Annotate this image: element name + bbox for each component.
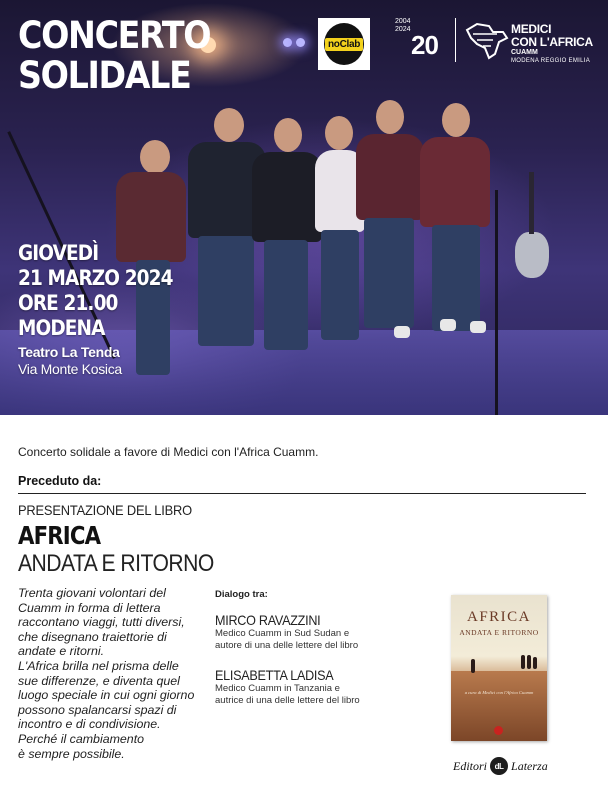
cover-figure bbox=[527, 655, 531, 669]
cover-title: AFRICA bbox=[466, 609, 531, 625]
book-subtitle: ANDATA E RITORNO bbox=[18, 550, 214, 577]
mca-name-line: MEDICI bbox=[511, 22, 552, 36]
book-title: AFRICA bbox=[18, 521, 101, 550]
mca-cuamm: CUAMM bbox=[511, 49, 538, 56]
description-line: L'Africa brilla nel prisma delle bbox=[18, 658, 179, 673]
cover-credit: a cura di Medici con l'Africa Cuamm bbox=[464, 690, 534, 695]
publisher-word: Editori bbox=[453, 758, 488, 773]
book-description bbox=[18, 586, 208, 761]
noclab-logo bbox=[318, 18, 370, 70]
cover-figure bbox=[533, 657, 537, 669]
cover-subtitle: ANDATA E RITORNO bbox=[459, 628, 539, 637]
mca-name-line: CON L'AFRICA bbox=[511, 35, 593, 49]
book-cover bbox=[451, 595, 547, 741]
section-divider bbox=[18, 493, 586, 494]
stage-light bbox=[296, 38, 305, 47]
speaker-role: Medico Cuamm in Sud Sudan e bbox=[215, 628, 350, 639]
event-time: ORE 21.00 bbox=[18, 291, 118, 315]
cover-figure bbox=[521, 655, 525, 669]
event-day: GIOVEDÌ bbox=[18, 241, 99, 265]
speaker bbox=[215, 612, 358, 651]
guitar-icon bbox=[515, 232, 549, 278]
description-line: andate e ritorni. bbox=[18, 644, 105, 659]
medici-con-africa-logo bbox=[393, 16, 593, 68]
mca-name bbox=[511, 23, 593, 49]
event-address: Via Monte Kosica bbox=[18, 361, 122, 377]
noclab-logo-text: noClab bbox=[325, 38, 363, 51]
description-line: possono spalancarsi spazi di bbox=[18, 702, 177, 717]
intro-text: Concerto solidale a favore di Medici con l'Africa Cuamm. bbox=[18, 445, 319, 459]
description-line: sue differenze, e diventa quel bbox=[18, 673, 180, 688]
guitar-neck bbox=[529, 172, 534, 234]
logo-divider bbox=[455, 18, 456, 62]
publisher bbox=[453, 757, 548, 775]
laterza-logo-icon: dL bbox=[490, 757, 508, 775]
description-line: che disegnano traiettorie di bbox=[18, 629, 167, 644]
mca-year-start: 2004 bbox=[395, 18, 411, 25]
description-line: è sempre possibile. bbox=[18, 746, 125, 761]
hero-title bbox=[18, 16, 210, 96]
event-info bbox=[18, 241, 194, 378]
africa-mark-icon bbox=[463, 20, 511, 60]
speaker bbox=[215, 667, 360, 706]
stage-light bbox=[283, 38, 292, 47]
event-date: 21 MARZO 2024 bbox=[18, 266, 173, 290]
hero-title-line: SOLIDALE bbox=[18, 54, 191, 97]
mca-city: MODENA REGGIO EMILIA bbox=[511, 58, 591, 64]
mca-years bbox=[395, 18, 411, 34]
description-line: Cuamm in forma di lettera bbox=[18, 600, 161, 615]
cover-figure bbox=[471, 659, 475, 673]
description-line: Perché il cambiamento bbox=[18, 731, 145, 746]
event-venue: Teatro La Tenda bbox=[18, 344, 120, 360]
speaker-role: autrice di una delle lettere del libro bbox=[215, 694, 360, 706]
description-line: luogo speciale in cui ogni giorno bbox=[18, 688, 195, 703]
mic-stand bbox=[495, 190, 498, 415]
speaker-name: ELISABETTA LADISA bbox=[215, 667, 334, 683]
description-line: incontro e di condivisione. bbox=[18, 717, 161, 732]
publisher-badge-icon bbox=[494, 726, 503, 735]
hero-title-line: CONCERTO bbox=[18, 14, 211, 57]
speaker-role: Medico Cuamm in Tanzania e bbox=[215, 683, 340, 694]
publisher-word: Laterza bbox=[511, 758, 548, 773]
mca-year-end: 2024 bbox=[395, 26, 411, 33]
event-city: MODENA bbox=[18, 316, 105, 340]
description-line: Trenta giovani volontari del bbox=[18, 586, 166, 600]
mca-anniversary: 20 bbox=[411, 30, 438, 60]
speaker-name: MIRCO RAVAZZINI bbox=[215, 612, 321, 628]
description-line: raccontano viaggi, tutti diversi, bbox=[18, 615, 185, 630]
dialogue-label: Dialogo tra: bbox=[215, 589, 268, 600]
presentation-label: PRESENTAZIONE DEL LIBRO bbox=[18, 502, 192, 518]
speaker-role: autore di una delle lettere del libro bbox=[215, 639, 359, 651]
preceded-by-label: Preceduto da: bbox=[18, 474, 102, 488]
